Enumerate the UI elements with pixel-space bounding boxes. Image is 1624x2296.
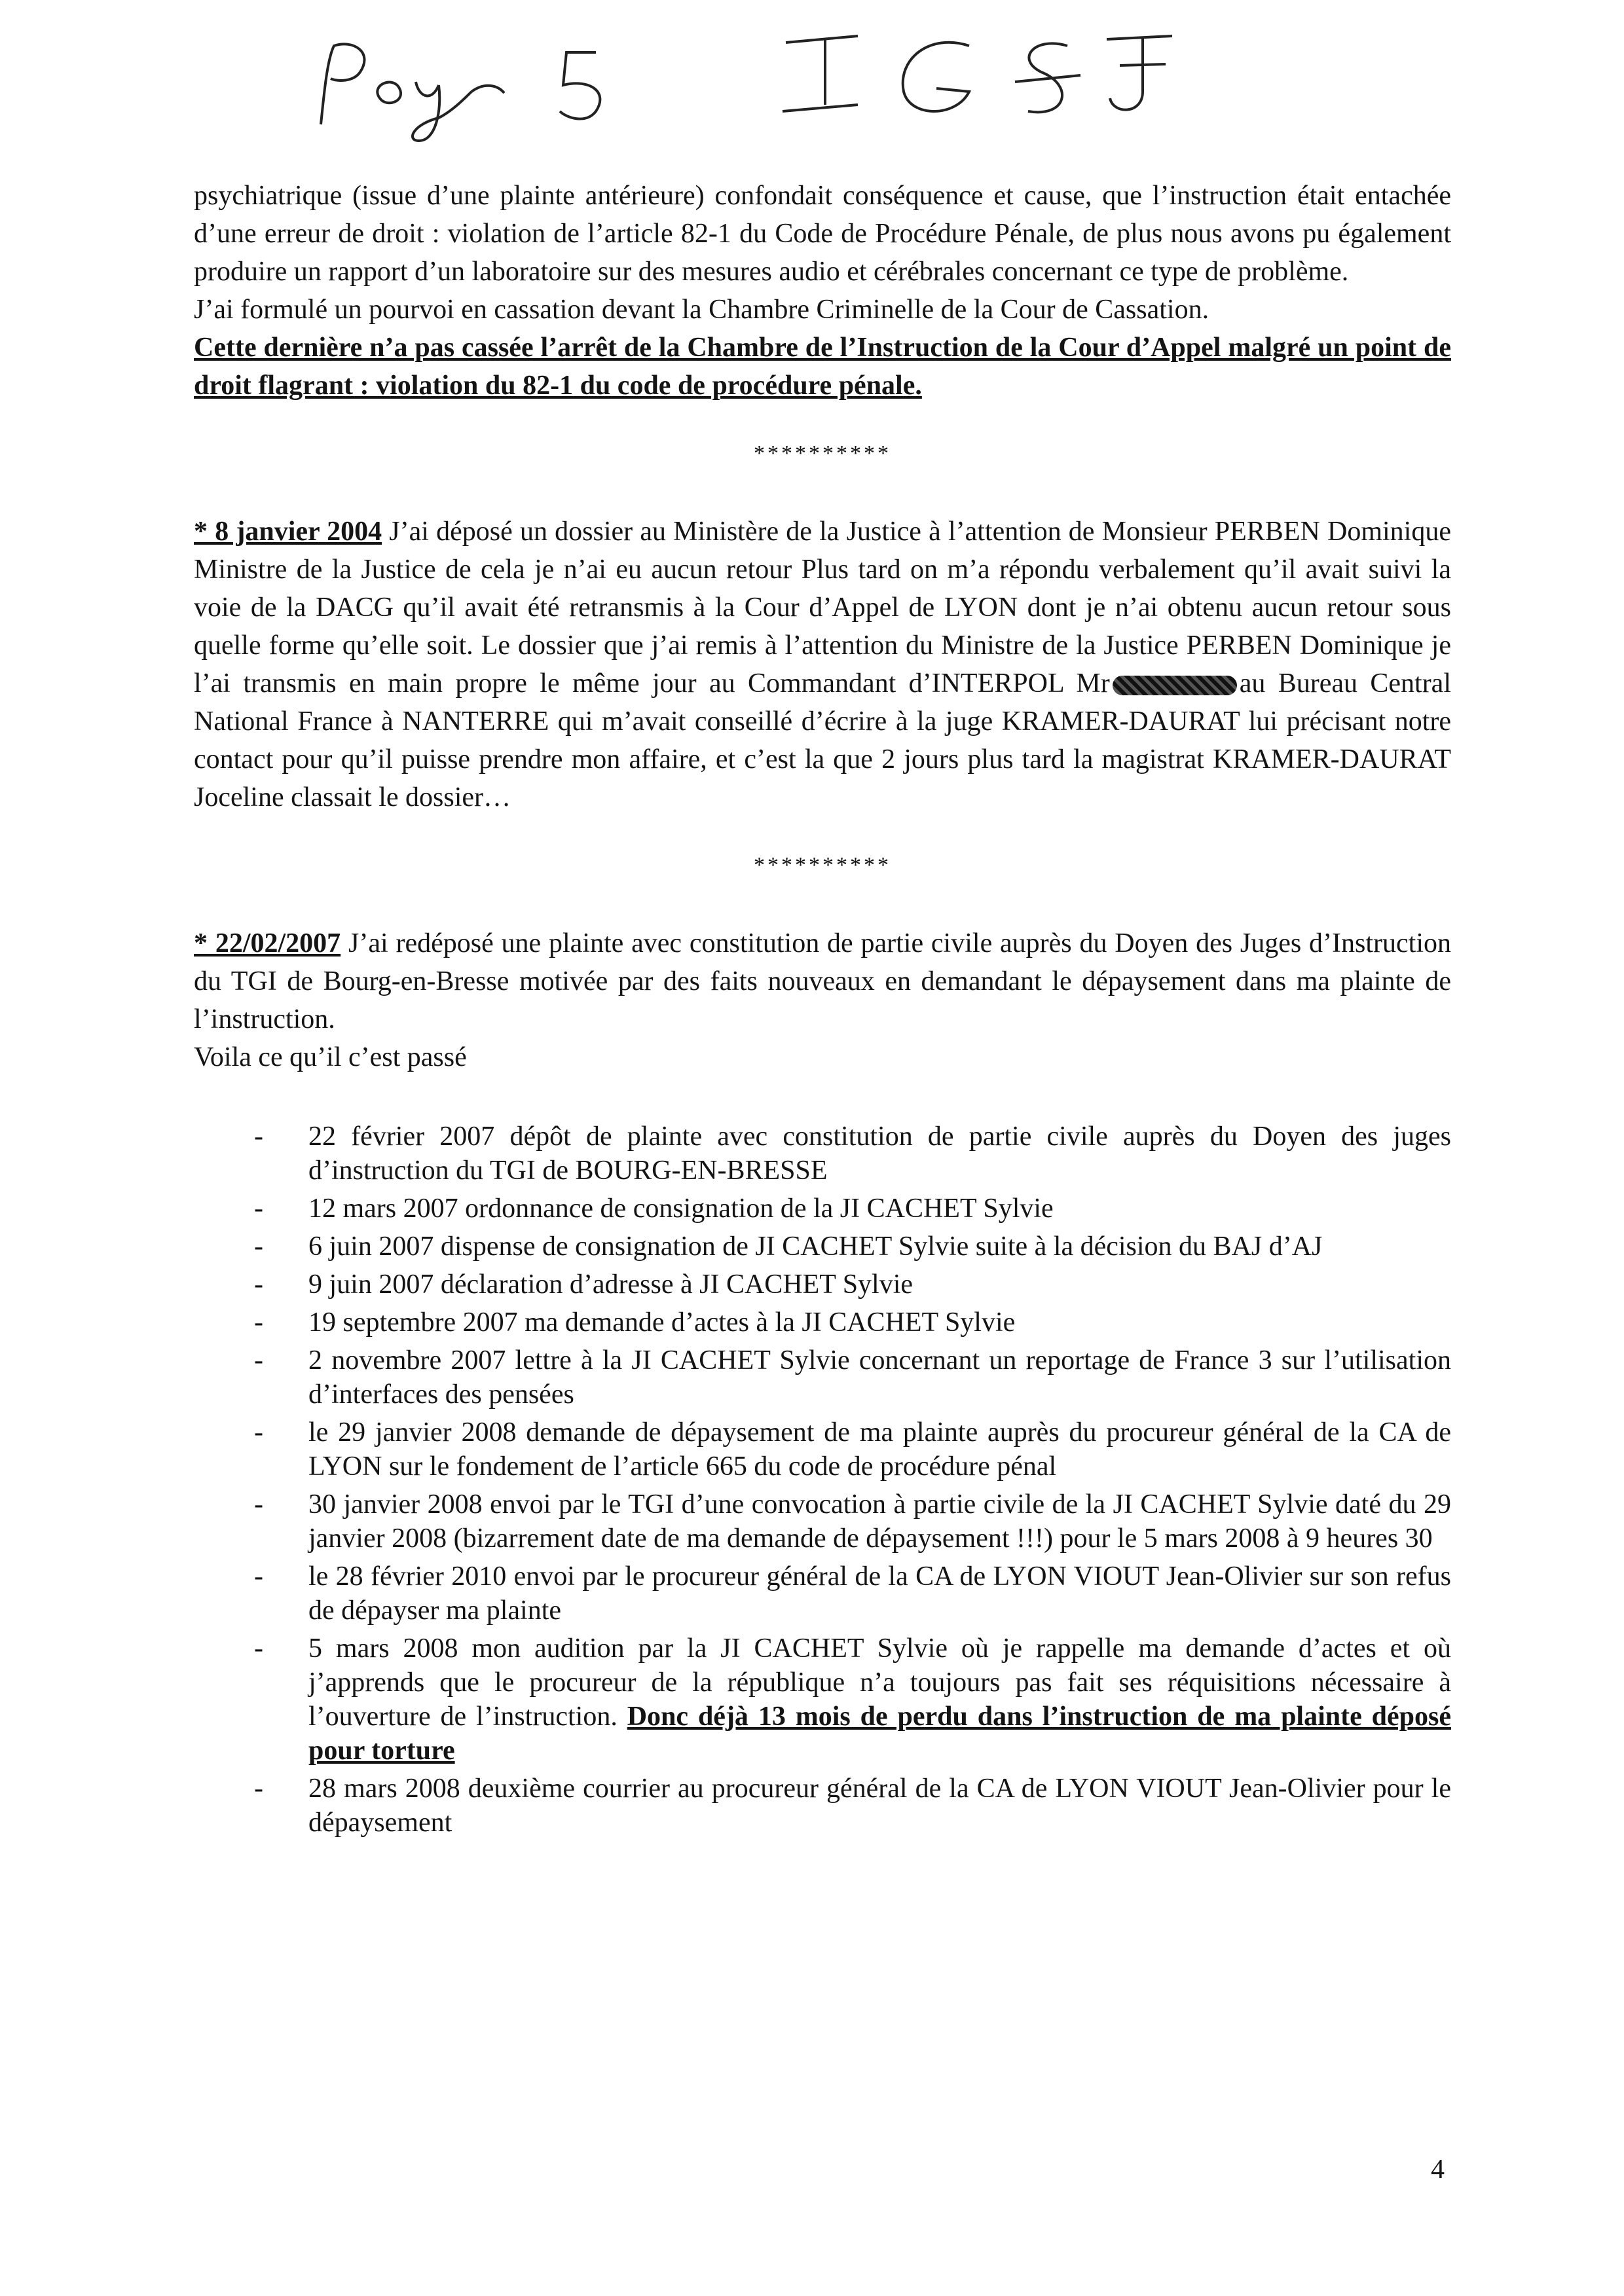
intro-text: psychiatrique (issue d’une plainte antérieure) confondait conséquence et cause, que l’instruction était entachée d’une erreur de droit : violation de l’article 82-1 du Code de Procédure Pénale, de plus nous avons pu également produire un rapport d’un laboratoire sur des mesures audio et cérébrales concernant ce type de problème. <box>194 181 1451 287</box>
list-item: - 2 novembre 2007 lettre à la JI CACHET Sylvie concernant un reportage de France 3 sur l’utilisation d’interfaces des pensées <box>194 1343 1451 1412</box>
list-item: - 28 mars 2008 deuxième courrier au procureur général de la CA de LYON VIOUT Jean-Olivier pour le dépaysement <box>194 1772 1451 1840</box>
section-2007-text: J’ai redéposé une plainte avec constitution de partie civile auprès du Doyen des Juges d’Instruction du TGI de Bourg-en-Bresse motivée par des faits nouveaux en demandant le dépaysement dans ma plainte de l’instruction. <box>194 928 1452 1034</box>
handwritten-header <box>308 20 1225 151</box>
list-item: - 6 juin 2007 dispense de consignation de JI CACHET Sylvie suite à la décision du BAJ d’AJ <box>194 1230 1451 1264</box>
section-2004 <box>194 513 1451 816</box>
appeal-text: J’ai formulé un pourvoi en cassation devant la Chambre Criminelle de la Cour de Cassation. <box>194 295 1209 325</box>
separator-stars: ********** <box>754 441 891 465</box>
page-number: 4 <box>1431 2155 1445 2185</box>
list-item: - 19 septembre 2007 ma demande d’actes à la JI CACHET Sylvie <box>194 1305 1451 1339</box>
events-list <box>194 1120 1451 1840</box>
list-item: - le 28 février 2010 envoi par le procureur général de la CA de LYON VIOUT Jean-Olivier sur son refus de dépayser ma plainte <box>194 1559 1451 1628</box>
section-2007 <box>194 924 1451 1076</box>
list-item: - 9 juin 2007 déclaration d’adresse à JI CACHET Sylvie <box>194 1267 1451 1302</box>
section-2004-text: J’ai déposé un dossier au Ministère de la Justice à l’attention de Monsieur PERBEN Dominique Ministre de la Justice de cela je n’ai eu aucun retour Plus tard on m’a répondu verbalement qu’il avait suivi la voie de la DACG qu’il avait été retransmis à la Cour d’Appel de LYON dont je n’ai obtenu aucun retour sous quelle forme qu’elle soit. Le dossier que j’ai remis à l’attention du Ministre de la Justice PERBEN Dominique je l’ai transmis en main propre le même jour au Commandant d’INTERPOL Mr <box>194 517 1451 699</box>
document-body <box>194 177 1451 1844</box>
section-2007-date: * 22/02/2007 <box>194 928 341 958</box>
handwritten-annotation-image <box>308 20 1225 151</box>
list-item: - 5 mars 2008 mon audition par la JI CACHET Sylvie où je rappelle ma demande d’actes et où j’apprends que le procureur de la république n’a toujours pas fait ses réquisitions nécessaire à l’ouverture de l’instruction. Donc déjà 13 mois de perdu dans l’instruction de ma plainte déposé pour torture <box>194 1631 1451 1768</box>
bold-conclusion: Cette dernière n’a pas cassée l’arrêt de la Chambre de l’Instruction de la Cour d’Appel malgré un point de droit flagrant : violation du 82-1 du code de procédure pénale. <box>194 333 1451 401</box>
redaction-mark <box>1113 676 1237 695</box>
section-2004-date: * 8 janvier 2004 <box>194 517 382 547</box>
bold-note: Donc déjà 13 mois de perdu dans l’instruction de ma plainte déposé pour torture <box>308 1702 1451 1766</box>
list-item: - 12 mars 2007 ordonnance de consignation de la JI CACHET Sylvie <box>194 1192 1451 1226</box>
separator-stars-2: ********** <box>754 853 891 877</box>
intro-paragraph <box>194 177 1451 405</box>
list-item: - 22 février 2007 dépôt de plainte avec constitution de partie civile auprès du Doyen des juges d’instruction du TGI de BOURG-EN-BRESSE <box>194 1120 1451 1188</box>
list-item: - 30 janvier 2008 envoi par le TGI d’une convocation à partie civile de la JI CACHET Sylvie daté du 29 janvier 2008 (bizarrement date de ma demande de dépaysement !!!) pour le 5 mars 2008 à 9 heures 30 <box>194 1487 1451 1556</box>
section-2004-text-continued: au Bureau Central National France à NANTERRE qui m’avait conseillé d’écrire à la juge KRAMER-DAURAT lui précisant notre contact pour qu’il puisse prendre mon affaire, et c’est la que 2 jours plus tard la magistrat KRAMER-DAURAT Joceline classait le dossier… <box>194 668 1451 812</box>
list-item: - le 29 janvier 2008 demande de dépaysement de ma plainte auprès du procureur général de la CA de LYON sur le fondement de l’article 665 du code de procédure pénal <box>194 1415 1451 1484</box>
section-2007-lead: Voila ce qu’il c’est passé <box>194 1042 467 1072</box>
